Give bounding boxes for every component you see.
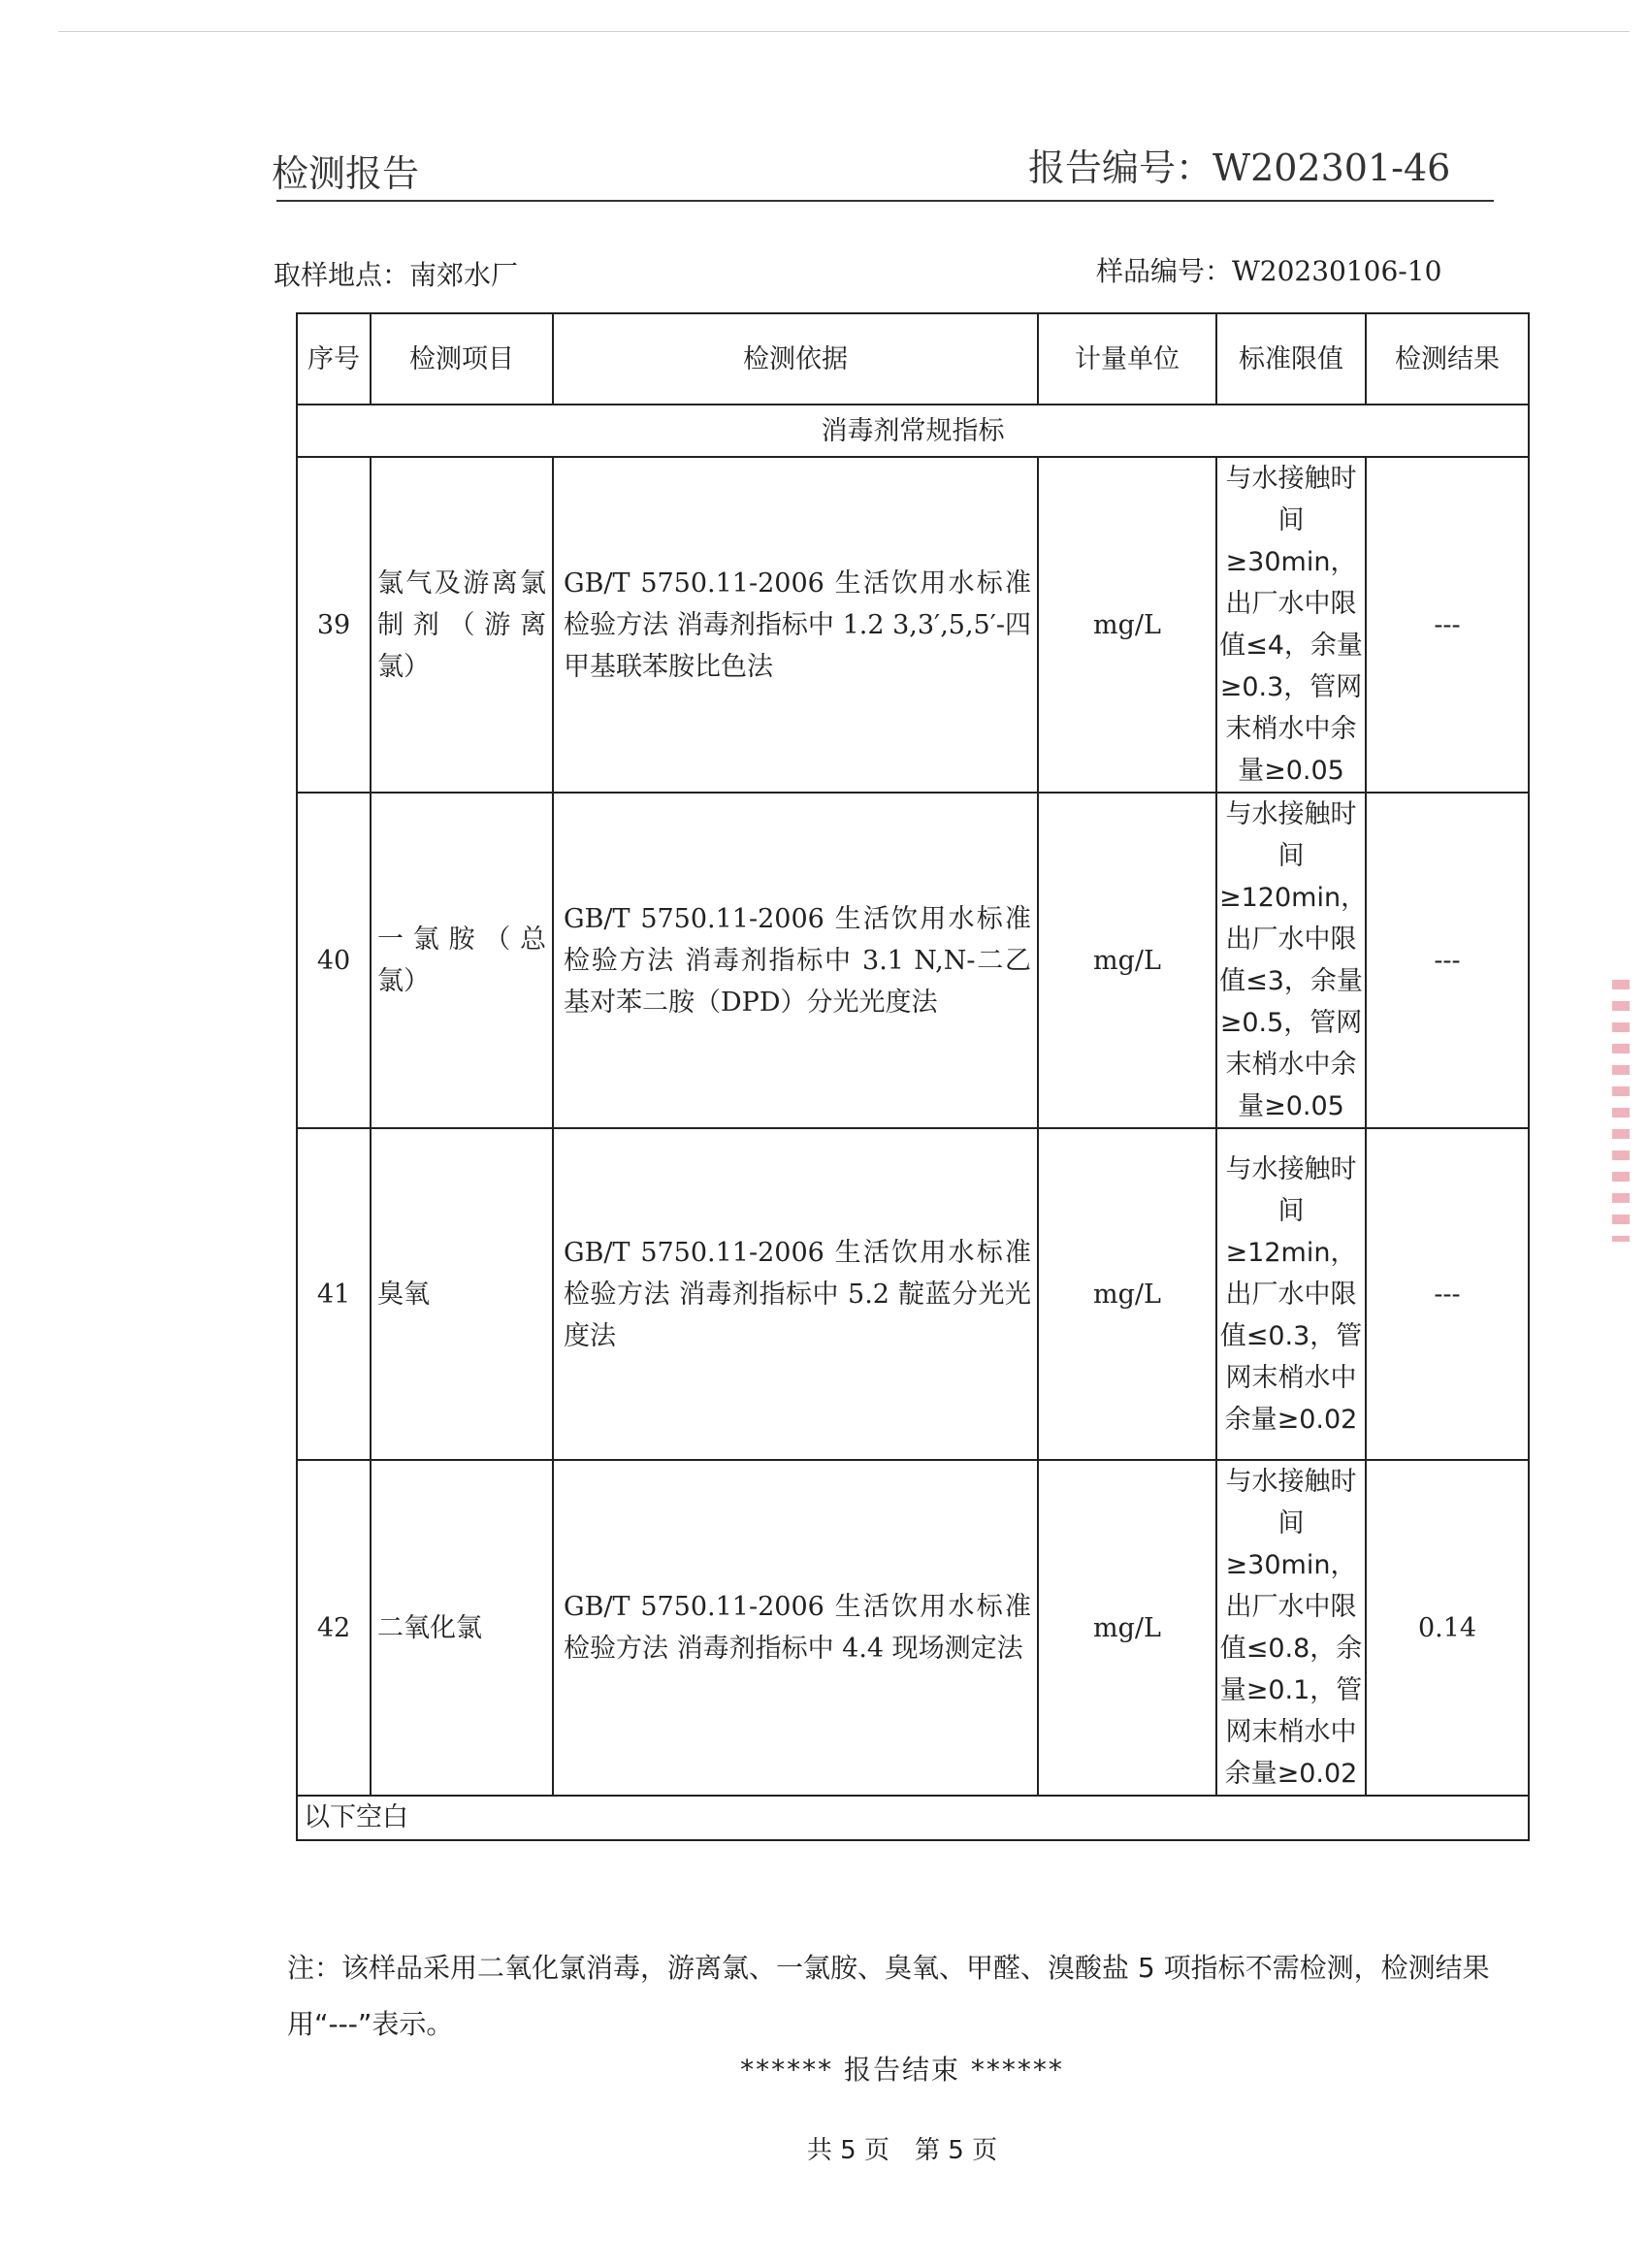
cell-result: --- [1366, 457, 1529, 793]
report-number [1028, 138, 1450, 191]
table-header-row [297, 313, 1529, 405]
cell-unit: mg/L [1038, 1128, 1216, 1460]
sample-number-label: 样品编号： [1096, 255, 1233, 287]
cell-basis: GB/T 5750.11-2006 生活饮用水标准检验方法 消毒剂指标中 4.4 现场测定法 [553, 1460, 1038, 1796]
cell-result: --- [1366, 1128, 1529, 1460]
cell-unit: mg/L [1038, 793, 1216, 1128]
section-title: 消毒剂常规指标 [297, 405, 1529, 457]
cell-unit: mg/L [1038, 457, 1216, 793]
table-row [297, 1128, 1529, 1460]
cell-no: 41 [297, 1128, 371, 1460]
col-header-no: 序号 [297, 313, 371, 405]
cell-item: 氯气及游离氯制剂（游离氯） [371, 457, 553, 793]
seal-stamp-edge [1612, 980, 1630, 1242]
cell-item: 一氯胺（总氯） [371, 793, 553, 1128]
page-top-edge [58, 31, 1630, 32]
header-rule [276, 200, 1494, 202]
col-header-item: 检测项目 [371, 313, 553, 405]
remark-note: 注：该样品采用二氧化氯消毒，游离氯、一氯胺、臭氧、甲醛、溴酸盐 5 项指标不需检测，检测结果用“---”表示。 [287, 1952, 1490, 2040]
table-row [297, 457, 1529, 793]
report-title: 检测报告 [272, 152, 420, 195]
cell-no: 40 [297, 793, 371, 1128]
col-header-limit: 标准限值 [1216, 313, 1366, 405]
cell-no: 39 [297, 457, 371, 793]
cell-item: 臭氧 [371, 1128, 553, 1460]
col-header-unit: 计量单位 [1038, 313, 1216, 405]
sampling-site-label: 取样地点： [274, 259, 410, 291]
table-row [297, 793, 1529, 1128]
cell-limit: 与水接触时间≥30min，出厂水中限值≤0.8，余量≥0.1，管网末梢水中余量≥0.02 [1216, 1460, 1366, 1796]
col-header-result: 检测结果 [1366, 313, 1529, 405]
cell-result: --- [1366, 793, 1529, 1128]
results-table [296, 312, 1530, 1841]
cell-result: 0.14 [1366, 1460, 1529, 1796]
sample-number-value: W20230106-10 [1232, 255, 1442, 287]
cell-unit: mg/L [1038, 1460, 1216, 1796]
cell-limit: 与水接触时间≥12min，出厂水中限值≤0.3，管网末梢水中余量≥0.02 [1216, 1128, 1366, 1460]
sampling-site [274, 254, 518, 293]
table-row [297, 1460, 1529, 1796]
cell-basis: GB/T 5750.11-2006 生活饮用水标准检验方法 消毒剂指标中 3.1 N,N-二乙基对苯二胺（DPD）分光光度法 [553, 793, 1038, 1128]
blank-row [297, 1796, 1529, 1840]
report-number-value: W202301-46 [1212, 146, 1451, 189]
page-footer: 共 5 页 第 5 页 [806, 2136, 998, 2165]
cell-limit: 与水接触时间≥120min，出厂水中限值≤3，余量≥0.5，管网末梢水中余量≥0.05 [1216, 793, 1366, 1128]
cell-basis: GB/T 5750.11-2006 生活饮用水标准检验方法 消毒剂指标中 5.2 靛蓝分光光度法 [553, 1128, 1038, 1460]
sampling-site-value: 南郊水厂 [409, 259, 519, 291]
cell-no: 42 [297, 1460, 371, 1796]
col-header-basis: 检测依据 [553, 313, 1038, 405]
cell-item: 二氧化氯 [371, 1460, 553, 1796]
sample-number [1096, 250, 1441, 289]
cell-basis: GB/T 5750.11-2006 生活饮用水标准检验方法 消毒剂指标中 1.2 3,3′,5,5′-四甲基联苯胺比色法 [553, 457, 1038, 793]
section-row [297, 405, 1529, 457]
report-number-label: 报告编号： [1028, 146, 1213, 189]
cell-limit: 与水接触时间≥30min，出厂水中限值≤4，余量≥0.3，管网末梢水中余量≥0.05 [1216, 457, 1366, 793]
report-end-mark: ****** 报告结束 ****** [740, 2054, 1064, 2086]
blank-note: 以下空白 [297, 1796, 1529, 1840]
